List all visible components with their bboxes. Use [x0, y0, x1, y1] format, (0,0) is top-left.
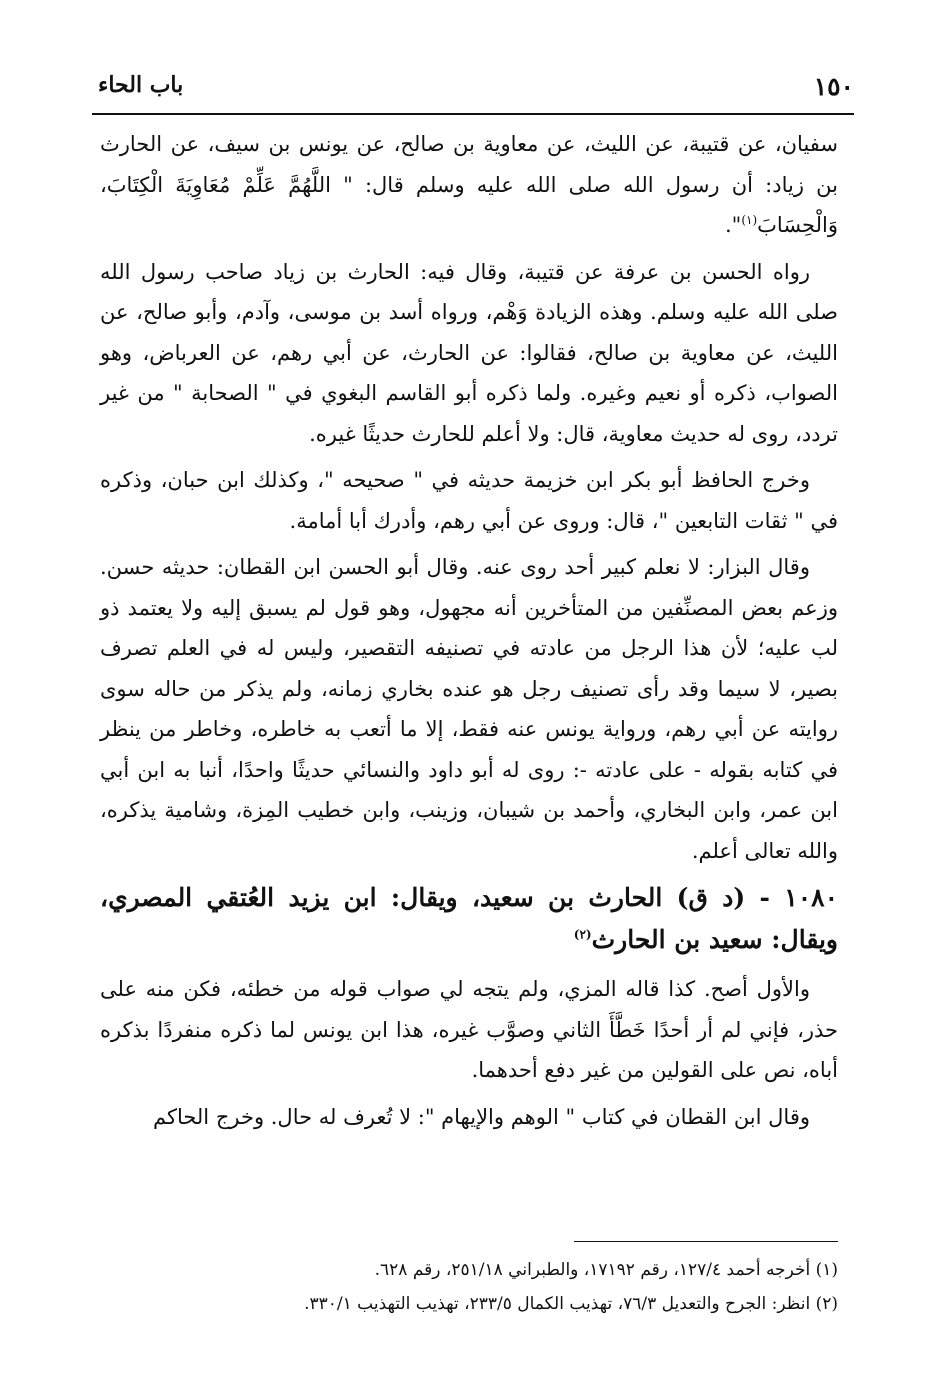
paragraph-ibn-khuzaymah: وخرج الحافظ أبو بكر ابن خزيمة حديثه في " صحيحه "، وكذلك ابن حبان، وذكره في " ثقات التابعين "، قال: وروى عن أبي رهم، وأدرك أبا أمامة. [100, 468, 838, 533]
footnote-1: (١) أخرجه أحمد ١٢٧/٤، رقم ١٧١٩٢، والطبراني ٢٥١/١٨، رقم ٦٢٨. [374, 1260, 838, 1280]
chapter-title: باب الحاء [98, 72, 184, 98]
page-number: ١٥٠ [813, 72, 854, 101]
paragraph-ibn-qattan: وقال ابن القطان في كتاب " الوهم والإيهام ": لا تُعرف له حال. وخرج الحاكم [152, 1104, 810, 1129]
paragraph-commentary: رواه الحسن بن عرفة عن قتيبة، وقال فيه: الحارث بن زياد صاحب رسول الله صلى الله عليه وسلم. وهذه الزيادة وَهْم، ورواه أسد بن موسى، وآدم، وأبو صالح، عن الليث، عن معاوية بن صالح، فقالوا: عن الحارث، عن أبي رهم، عن العرباض، وهو الصواب، ذكره أو نعيم وغيره. ولما ذكره أبو القاسم البغوي في " الصحابة " من غير تردد، روى له حديث معاوية، قال: ولا أعلم للحارث حديثًا غيره. [100, 259, 838, 446]
paragraph-first-correct: والأول أصح. كذا قاله المزي، ولم يتجه لي صواب قوله من خطئه، فكن منه على حذر، فإني لم أر أحدًا خَطَّأَ الثاني وصوَّب غيره، هذا ابن يونس لما ذكره منفردًا بذكره أباه، نص على القولين من غير دفع أحدهما. [100, 977, 838, 1082]
footnote-2: (٢) انظر: الجرح والتعديل ٧٦/٣، تهذيب الكمال ٢٣٣/٥، تهذيب التهذيب ٣٣٠/١. [304, 1294, 838, 1314]
footnote-ref-2: (٢) [573, 927, 592, 942]
entry-heading [100, 877, 838, 961]
footnote-ref-1: (١) [741, 213, 758, 227]
paragraph-bazzar: وقال البزار: لا نعلم كبير أحد روى عنه. وقال أبو الحسن ابن القطان: حديثه حسن. وزعم بعض المصنِّفين من المتأخرين أنه مجهول، وهو قول لم يسبق إليه ولا يعتمد ذو لب عليه؛ لأن هذا الرجل من عادته في تصنيفه التقصير، وليس له في العلم تصرف بصير، لا سيما وقد رأى تصنيف رجل هو عنده بخاري زمانه، ولم يذكر من حاله سوى روايته عن أبي رهم، ورواية يونس عنه فقط، إلا ما أتعب به خاطره، وخاطر من ينظر في كتابه بقوله - على عادته -: روى له أبو داود والنسائي حديثًا واحدًا، أنبا به ابن أبي ابن عمر، وابن البخاري، وأحمد بن شيبان، وزينب، وابن خطيب المِزة، وشامية يذكره، والله تعالى أعلم. [100, 555, 838, 863]
header-divider [92, 113, 854, 115]
footnotes [100, 1253, 838, 1321]
entry-heading-text: ١٠٨٠ - (د ق) الحارث بن سعيد، ويقال: ابن يزيد العُتقي المصري، ويقال: سعيد بن الحارث [100, 883, 838, 954]
page-body [100, 124, 838, 1143]
paragraph-text: سفيان، عن قتيبة، عن الليث، عن معاوية بن صالح، عن يونس بن سيف، عن الحارث بن زياد: أن رسول الله صلى الله عليه وسلم قال: " اللَّهُمَّ عَلِّمْ مُعَاوِيَةَ الْكِتَابَ، وَالْحِسَابَ [100, 132, 838, 237]
footnote-divider [574, 1241, 838, 1242]
page-header [92, 68, 854, 112]
paragraph-text-end: ". [724, 213, 742, 237]
paragraph-hadith [100, 124, 838, 246]
